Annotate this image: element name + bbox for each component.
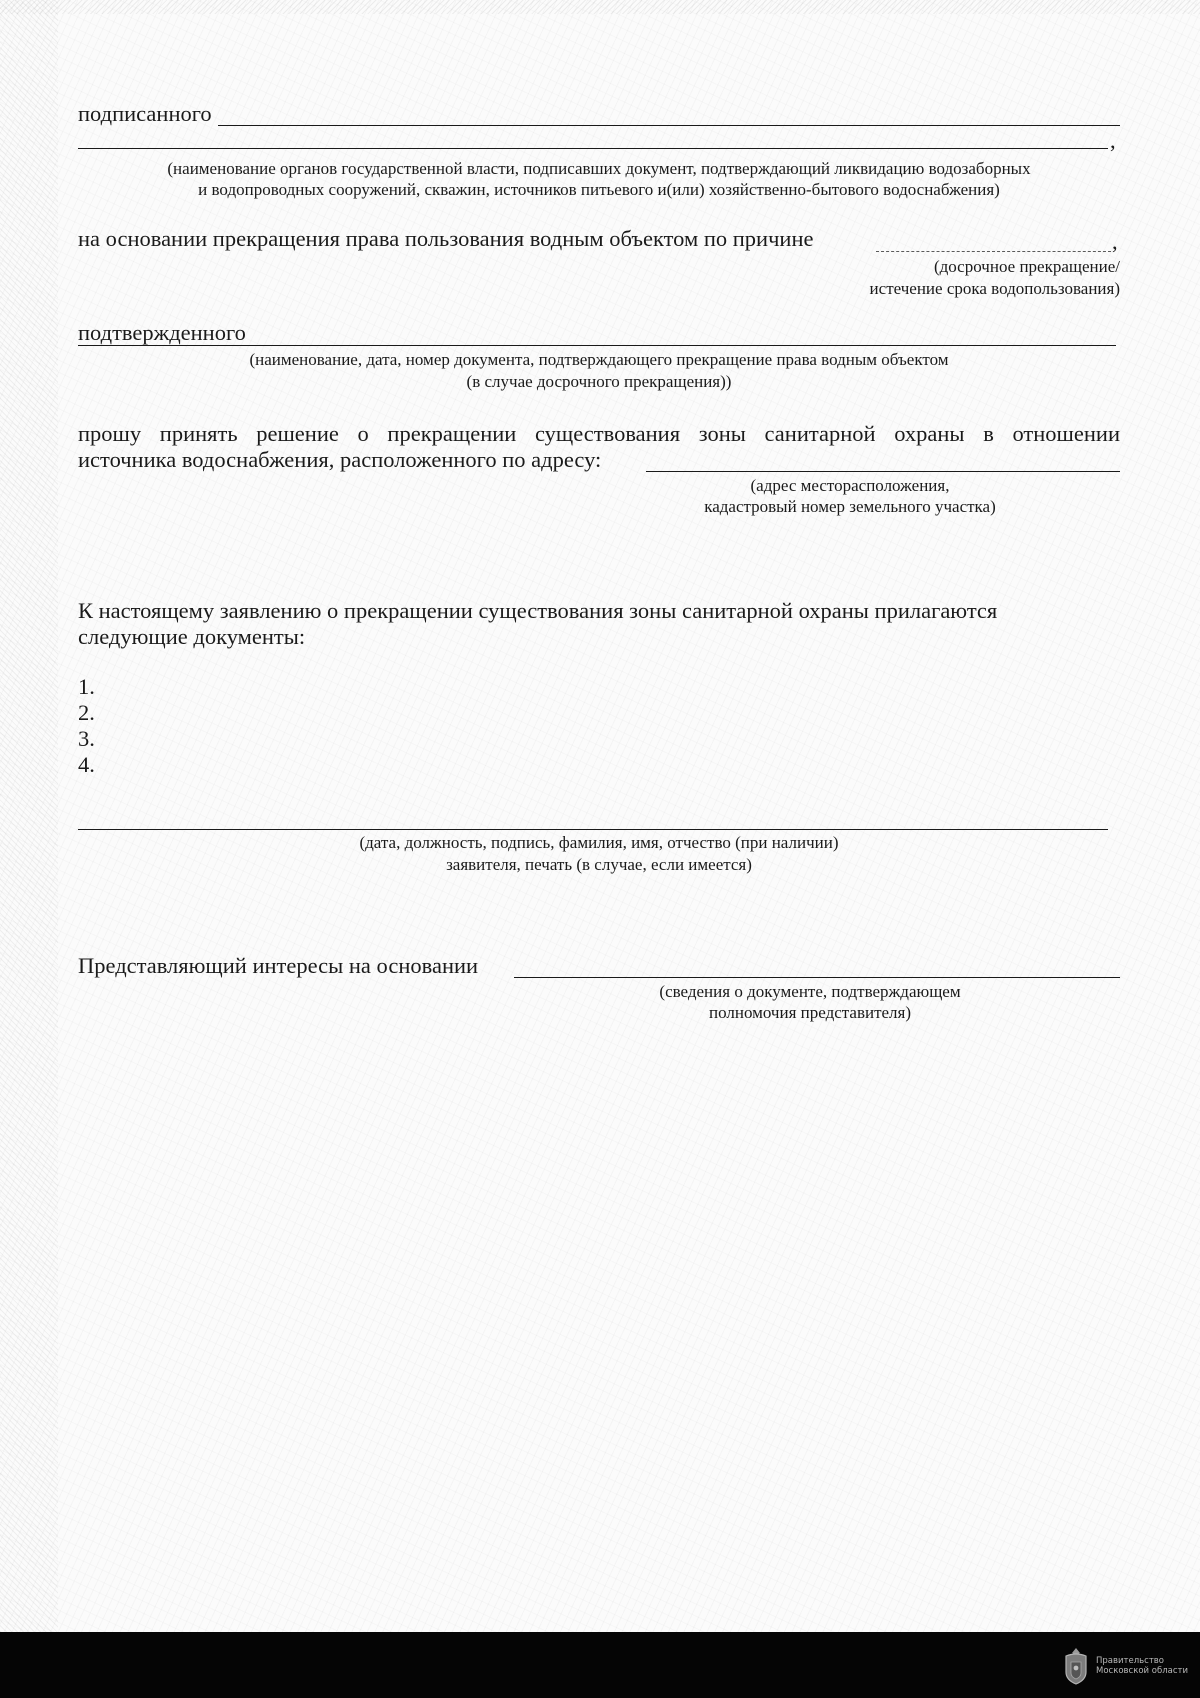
attachment-item-2[interactable]: 2. bbox=[78, 700, 95, 725]
authorities-line[interactable] bbox=[78, 148, 1108, 149]
note-reason-2: истечение срока водопользования) bbox=[869, 279, 1120, 298]
signature-line[interactable] bbox=[78, 829, 1108, 830]
confirmed-line[interactable] bbox=[78, 345, 1116, 346]
authorities-comma: , bbox=[1110, 128, 1116, 153]
attachment-item-1[interactable]: 1. bbox=[78, 674, 95, 699]
government-caption bbox=[1096, 1656, 1200, 1676]
note-reason-1: (досрочное прекращение/ bbox=[933, 257, 1120, 276]
representative-line[interactable] bbox=[514, 977, 1120, 978]
note-authorities-2: и водопроводных сооружений, скважин, источников питьевого и(или) хозяйственно-бытового водоснабжения) bbox=[198, 180, 1000, 199]
representative-label: Представляющий интересы на основании bbox=[78, 953, 479, 978]
basis-label: на основании прекращения права пользования водным объектом по причине bbox=[78, 226, 814, 251]
note-signature-1: (дата, должность, подпись, фамилия, имя, отчество (при наличии) bbox=[359, 833, 839, 852]
signed-by-label: подписанного bbox=[78, 101, 212, 126]
reason-line[interactable] bbox=[876, 251, 1111, 252]
reason-comma: , bbox=[1112, 229, 1118, 254]
request-line-2: источника водоснабжения, расположенного по адресу: bbox=[78, 447, 602, 472]
coat-of-arms-icon bbox=[1061, 1646, 1091, 1686]
note-authorities-1: (наименование органов государственной власти, подписавших документ, подтверждающий ликвидацию водозаборных bbox=[167, 159, 1031, 178]
attachment-item-4[interactable]: 4. bbox=[78, 752, 95, 777]
gov-line-1: Правительство bbox=[1096, 1656, 1164, 1666]
footer-bar bbox=[0, 1632, 1200, 1698]
note-signature-2: заявителя, печать (в случае, если имеется) bbox=[446, 855, 752, 874]
note-confirm-2: (в случае досрочного прекращения)) bbox=[466, 372, 732, 391]
attachment-item-3[interactable]: 3. bbox=[78, 726, 95, 751]
attach-line-2: следующие документы: bbox=[78, 624, 306, 649]
scan-edge-top bbox=[0, 0, 1200, 14]
note-address-1: (адрес месторасположения, bbox=[750, 476, 950, 495]
note-address-2: кадастровый номер земельного участка) bbox=[704, 497, 996, 516]
confirmed-label: подтвержденного bbox=[78, 320, 246, 345]
address-line[interactable] bbox=[646, 471, 1120, 472]
scan-edge-left bbox=[0, 0, 58, 1632]
note-representative-2: полномочия представителя) bbox=[708, 1003, 912, 1022]
note-confirm-1: (наименование, дата, номер документа, подтверждающего прекращение права водным объектом bbox=[249, 350, 949, 369]
attach-line-1: К настоящему заявлению о прекращении существования зоны санитарной охраны прилагаются bbox=[78, 598, 998, 623]
note-representative-1: (сведения о документе, подтверждающем bbox=[659, 982, 961, 1001]
signed-by-line[interactable] bbox=[218, 125, 1120, 126]
request-line-1: прошу принять решение о прекращении существования зоны санитарной охраны в отношении bbox=[78, 421, 1120, 446]
gov-line-2: Московской области bbox=[1096, 1666, 1189, 1676]
